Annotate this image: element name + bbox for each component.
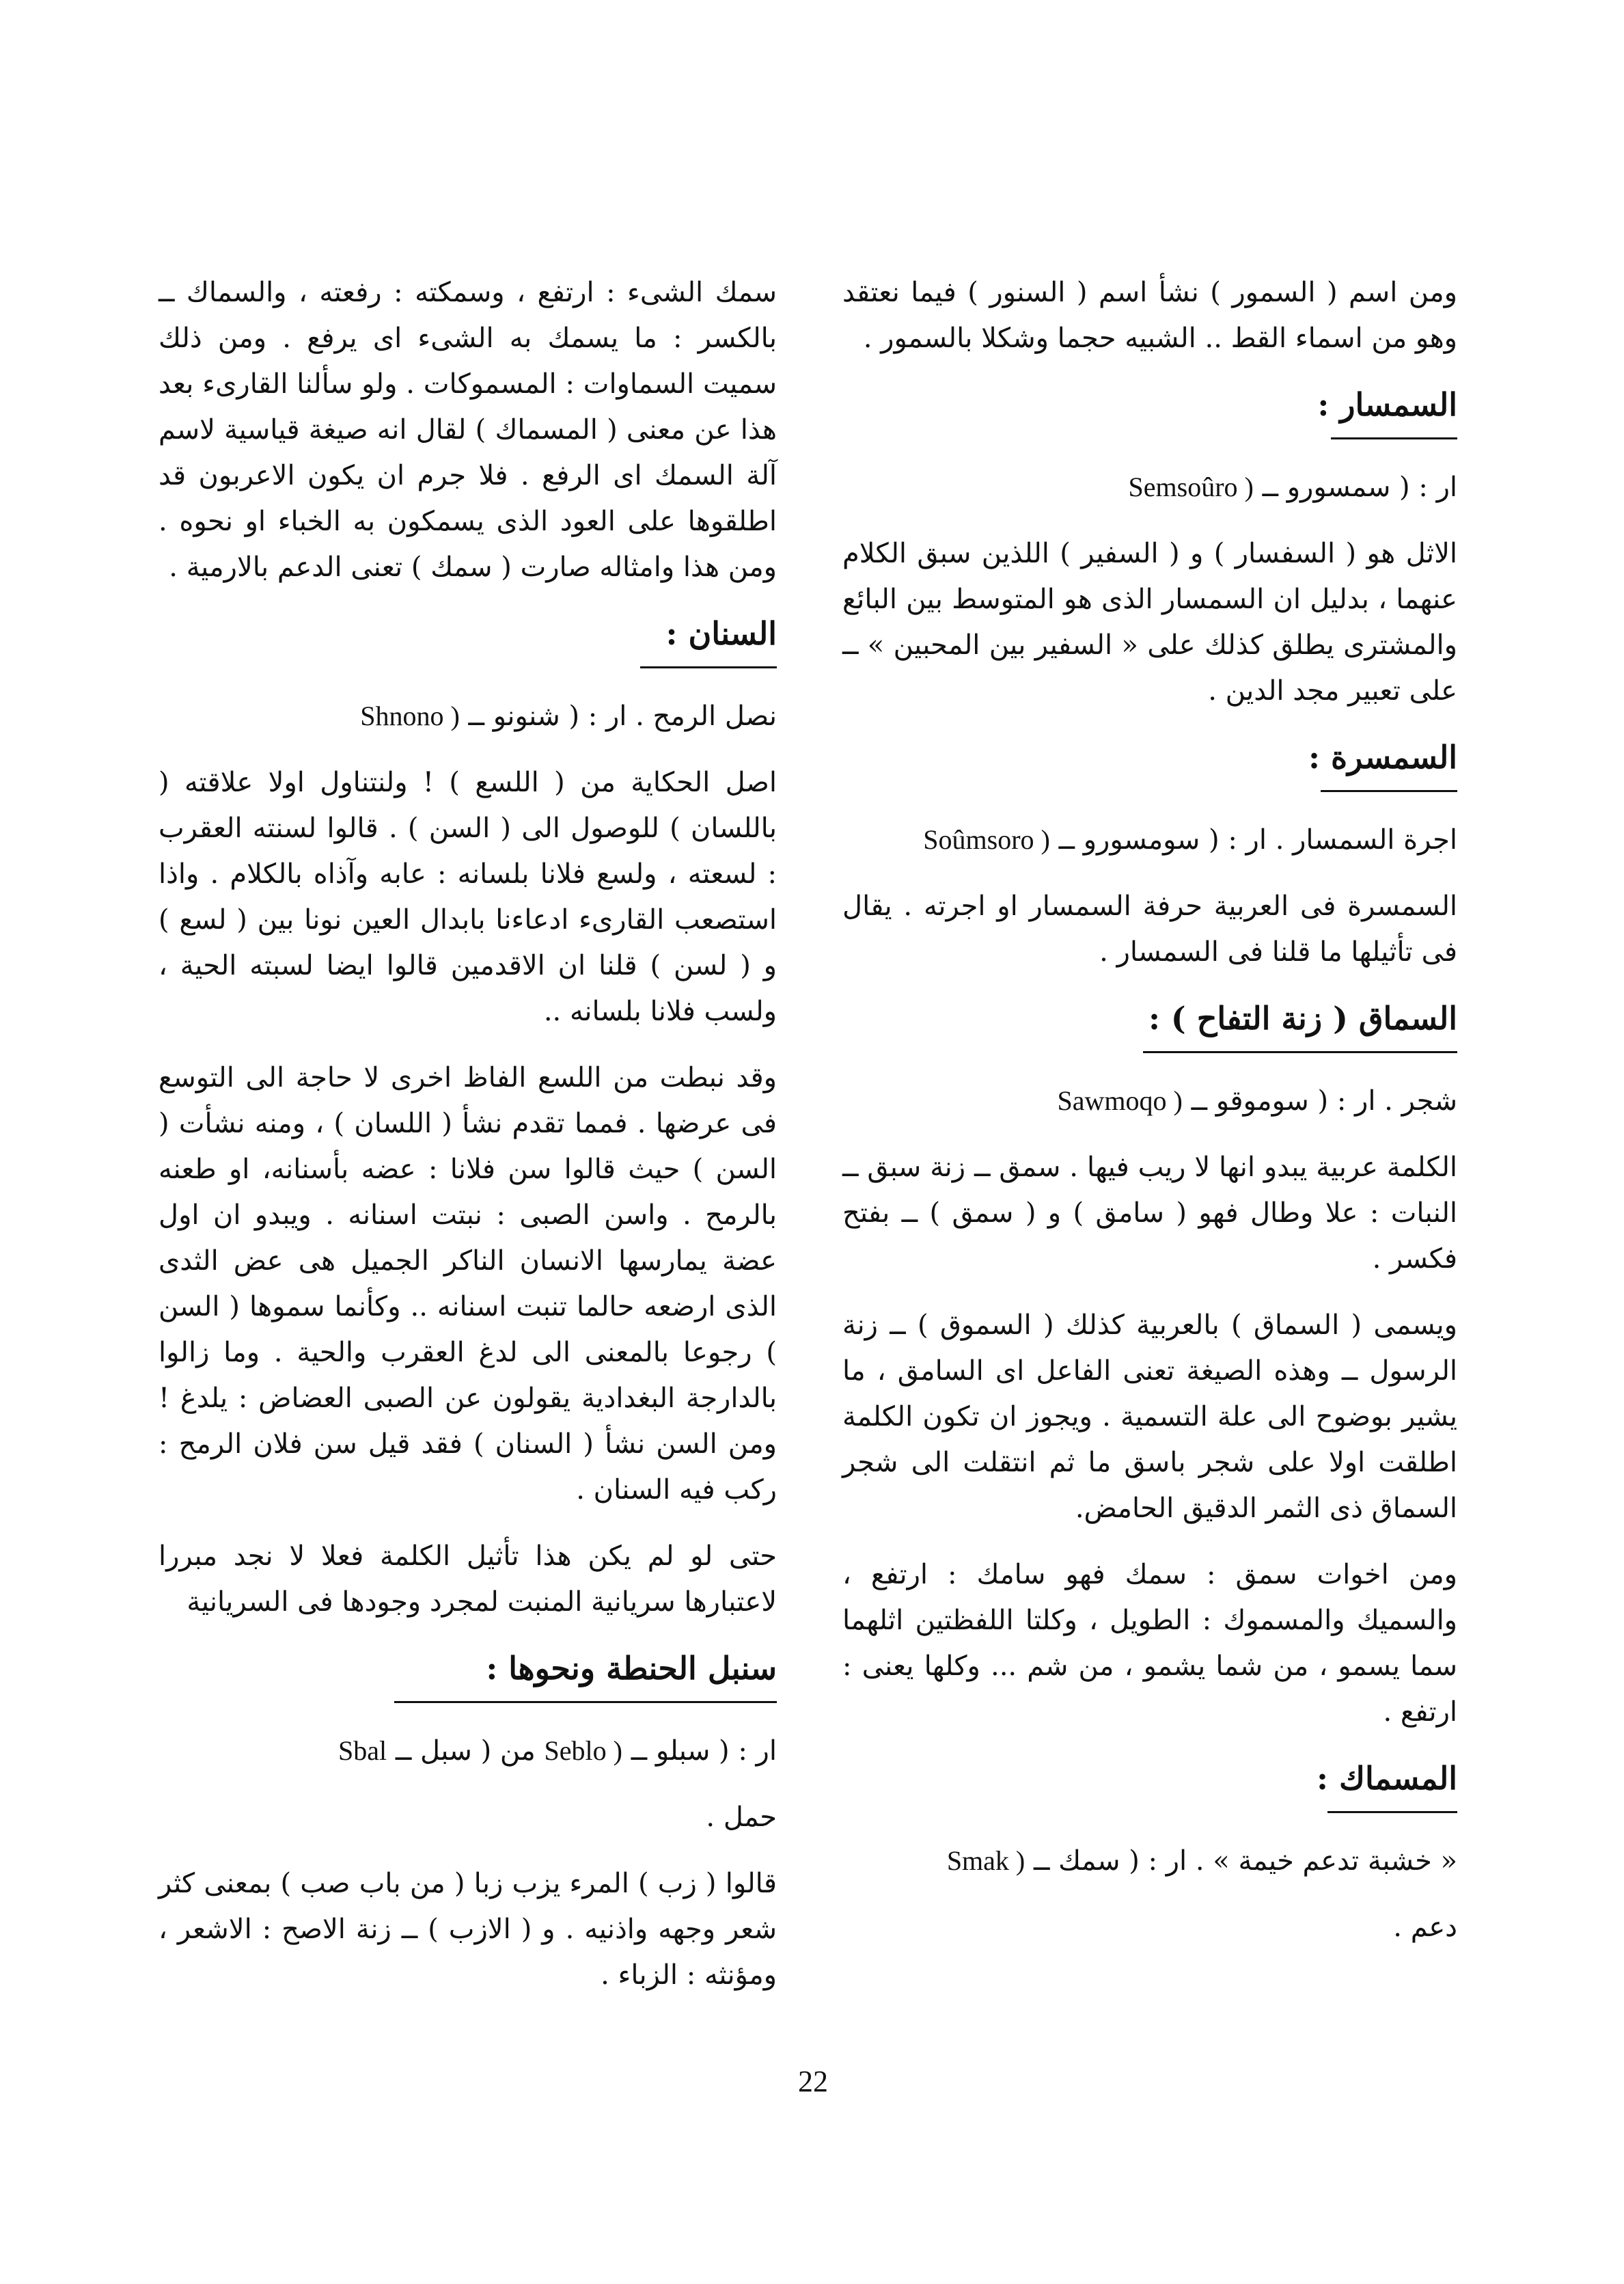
source-line: شجر . ار : ( سوموقو ــ Sawmoqo ) <box>1057 1085 1457 1117</box>
entry-body: اصل الحكاية من ( اللسع ) ! ولنتناول اولا علاقته ( باللسان ) للوصول الى ( السن ) . قالوا لسنته العقرب : لسعته ، ولسع فلانا بلسانه : عابه وآذاه بالكلام . واذا استصعب القارىء ادعاءنا بابدال العين نونا بين ( لسع ) و ( لسن ) قلنا ان الاقدمين قالوا ايضا لسبته الحية ، ولسب فلانا بلسانه .. <box>159 767 777 1027</box>
source-line: « خشبة تدعم خيمة » . ار : ( سمك ــ Smak ) <box>946 1845 1457 1877</box>
entry-body: وقد نبطت من اللسع الفاظ اخرى لا حاجة الى التوسع فى عرضها . فمما تقدم نشأ ( اللسان ) ، ومنه نشأت ( السن ) حيث قالوا سن فلانا : عضه بأسنانه، او طعنه بالرمح . واسن الصبى : نبتت اسنانه . ويبدو ان اول عضة يمارسها الانسان الناكر الجميل هى عض الثدى الذى ارضعه حالما تنبت اسنانه .. وكأنما سموها ( السن ) رجوعا بالمعنى الى لدغ العقرب والحية . وما زالوا بالدارجة البغدادية يقولون عن الصبى العضاض : يلدغ ! ومن السن نشأ ( السنان ) فقد قيل سن فلان الرمح : ركب فيه السنان . <box>159 1062 777 1506</box>
source-line: نصل الرمح . ار : ( شنونو ــ Shnono ) <box>360 701 777 732</box>
left-column <box>159 270 777 2019</box>
source-line: ار : ( سمسورو ــ Semsoûro ) <box>1128 472 1457 503</box>
page-number: 22 <box>798 2065 828 2098</box>
entry-heading-sinan: السنان : <box>665 615 777 652</box>
heading-underline <box>1327 1811 1457 1813</box>
entry-body: حتى لو لم يكن هذا تأثيل الكلمة فعلا لا نجد مبررا لاعتبارها سريانية المنبت لمجرد وجودها فى السريانية <box>159 1540 777 1618</box>
heading-underline <box>394 1701 777 1703</box>
heading-underline <box>1143 1051 1457 1053</box>
heading-underline <box>640 666 777 668</box>
entry-body: الكلمة عربية يبدو انها لا ريب فيها . سمق ــ زنة سبق ــ النبات : علا وطال فهو ( سامق ) و ( سمق ) ــ بفتح فكسر . <box>842 1152 1457 1275</box>
source-continuation: دعم . <box>1393 1912 1457 1943</box>
entry-body: سمك الشىء : ارتفع ، وسمكته : رفعته ، والسماك ــ بالكسر : ما يسمك به الشىء اى يرفع . ومن ذلك سميت السماوات : المسموكات . ولو سألنا القارىء بعد هذا عن معنى ( المسماك ) لقال انه صيغة قياسية لاسم آلة السمك اى الرفع . فلا جرم ان يكون الاعربون قد اطلقوها على العود الذى يسمكون به الخباء او نحوه . ومن هذا وامثاله صارت ( سمك ) تعنى الدعم بالارمية . <box>159 277 777 583</box>
intro-paragraph: ومن اسم ( السمور ) نشأ اسم ( السنور ) فيما نعتقد وهو من اسماء القط .. الشبيه حجما وشكلا بالسمور . <box>842 277 1457 354</box>
entry-body: السمسرة فى العربية حرفة السمسار او اجرته . يقال فى تأثيلها ما قلنا فى السمسار . <box>842 891 1457 968</box>
right-column <box>842 270 1457 1971</box>
entry-body: قالوا ( زب ) المرء يزب زبا ( من باب صب ) بمعنى كثر شعر وجهه واذنيه . و ( الازب ) ــ زنة الاصح : الاشعر ، ومؤنثه : الزباء . <box>159 1868 777 1991</box>
source-line: ار : ( سبلو ــ Seblo ) من ( سبل ــ Sbal <box>338 1735 777 1767</box>
entry-heading-summaq: السماق ( زنة التفاح ) : <box>1148 1000 1457 1037</box>
source-continuation: حمل . <box>706 1802 777 1833</box>
entry-body: ويسمى ( السماق ) بالعربية كذلك ( السموق ) ــ زنة الرسول ــ وهذه الصيغة تعنى الفاعل اى السامق ، ما يشير بوضوح الى علة التسمية . ويجوز ان تكون الكلمة اطلقت اولا على شجر باسق ما ثم انتقلت الى شجر السماق ذى الثمر الدقيق الحامض. <box>842 1309 1457 1524</box>
entry-body: الاثل هو ( السفسار ) و ( السفير ) اللذين سبق الكلام عنهما ، بدليل ان السمسار الذى هو المتوسط بين البائع والمشترى يطلق كذلك على « السفير بين المحبين » ــ على تعبير مجد الدين . <box>842 538 1457 707</box>
entry-heading-sunbul: سنبل الحنطة ونحوها : <box>486 1650 777 1687</box>
heading-underline <box>1321 790 1457 792</box>
entry-body: ومن اخوات سمق : سمك فهو سامك : ارتفع ، والسميك والمسموك : الطويل ، وكلتا اللفظتين اثلهما سما يسمو ، من شما يشمو ، من شم ... وكلها يعنى : ارتفع . <box>842 1559 1457 1728</box>
entry-heading-simsar: السمسار : <box>1317 386 1457 423</box>
heading-underline <box>1331 437 1457 439</box>
entry-heading-simak: المسماك : <box>1317 1760 1457 1797</box>
entry-heading-samsara: السمسرة : <box>1308 739 1457 776</box>
source-line: اجرة السمسار . ار : ( سومسورو ــ Soûmsoro ) <box>923 824 1457 856</box>
